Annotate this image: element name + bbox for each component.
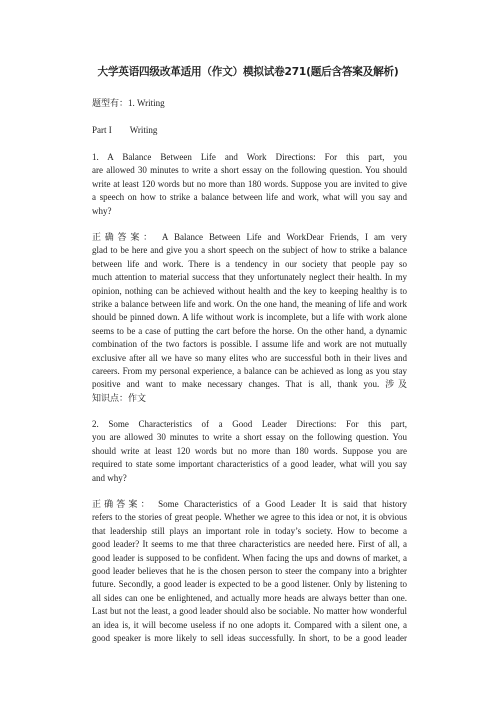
answer-1 bbox=[92, 231, 407, 405]
text-line: combination of the two factors is possible. I assume life and work are not mutually bbox=[92, 339, 407, 350]
text-line: Last but not the least, a good leader should also be sociable. No matter how wonderful bbox=[92, 606, 407, 617]
text-line: write at least 120 words but no more than 180 words. Suppose you are invited to give bbox=[92, 178, 407, 189]
text-line: strike a balance between life and work. On the one hand, the meaning of life and work bbox=[92, 299, 407, 310]
text-line: good leader? It seems to me that three characteristics are needed here. First of all, a bbox=[92, 539, 407, 550]
question-1 bbox=[92, 151, 407, 218]
question-2 bbox=[92, 418, 407, 485]
text-line: required to state some important characteristics of a good leader, what will you say bbox=[92, 459, 407, 470]
text-line: are allowed 30 minutes to write a short essay on the following question. You should bbox=[92, 165, 407, 176]
text-line: positive and want to make necessary changes. That is all, thank you. 涉及 bbox=[92, 379, 407, 390]
answer-2 bbox=[92, 498, 407, 645]
text-line: exclusive after all we have so many elites who are successful both in their lives and bbox=[92, 352, 407, 363]
text-line: an idea is, it will become useless if no one adopts it. Compared with a silent one, a bbox=[92, 619, 407, 630]
text-line: a speech on how to strike a balance between life and work, what will you say and bbox=[92, 192, 407, 203]
text-line: 正确答案： A Balance Between Life and WorkDear Friends, I am very bbox=[92, 232, 407, 242]
text-line: much attention to material success that they unfortunately neglect their health. In my bbox=[92, 272, 407, 283]
text-line: good leader is supposed to be confident. When facing the ups and downs of market, a bbox=[92, 552, 407, 563]
text-line: careers. From my personal experience, a balance can be achieved as long as you stay bbox=[92, 366, 407, 377]
text-line: 2. Some Characteristics of a Good Leader Directions: For this part, bbox=[92, 419, 407, 429]
text-line: future. Secondly, a good leader is expected to be a good listener. Only by listening to bbox=[92, 579, 407, 590]
text-line: good leader believes that he is the chosen person to steer the company into a brighter bbox=[92, 566, 407, 577]
text-line: opinion, nothing can be achieved without health and the key to keeping healthy is to bbox=[92, 285, 407, 296]
text-line: glad to be here and give you a short speech on the subject of how to strike a balance bbox=[92, 245, 407, 256]
text-line: refers to the stories of great people. Whether we agree to this idea or not, it is obvious bbox=[92, 512, 407, 523]
text-line: 正确答案： Some Characteristics of a Good Leader It is said that history bbox=[92, 499, 407, 509]
question-types: 题型有：1. Writing bbox=[92, 98, 165, 108]
text-line: good speaker is more likely to sell ideas successfully. In short, to be a good leader bbox=[92, 633, 407, 644]
part-label: Part I bbox=[92, 125, 112, 135]
text-line: between life and work. There is a tendency in our society that people pay so bbox=[92, 258, 407, 269]
text-line: all sides can one be enlightened, and actually more heads are always better than one. bbox=[92, 592, 407, 603]
part-heading bbox=[92, 124, 157, 137]
text-line: 知识点：作文 bbox=[92, 392, 147, 403]
text-line: seems to be a case of putting the cart before the horse. On the other hand, a dynamic bbox=[92, 325, 407, 336]
text-line: you are allowed 30 minutes to write a short essay on the following question. You bbox=[92, 432, 407, 443]
text-line: why? bbox=[92, 205, 112, 216]
text-line: should be pinned down. A life without work is incomplete, but a life with work alone bbox=[92, 312, 407, 323]
text-line: should write at least 120 words but no more than 180 words. Suppose you are bbox=[92, 445, 407, 456]
text-line: 1. A Balance Between Life and Work Directions: For this part, you bbox=[92, 152, 407, 162]
document-title: 大学英语四级改革适用（作文）模拟试卷271(题后含答案及解析) bbox=[97, 66, 399, 78]
part-name: Writing bbox=[129, 125, 158, 135]
text-line: that leadership still plays an important role in today’s society. How to become a bbox=[92, 525, 407, 536]
text-line: and why? bbox=[92, 472, 127, 483]
